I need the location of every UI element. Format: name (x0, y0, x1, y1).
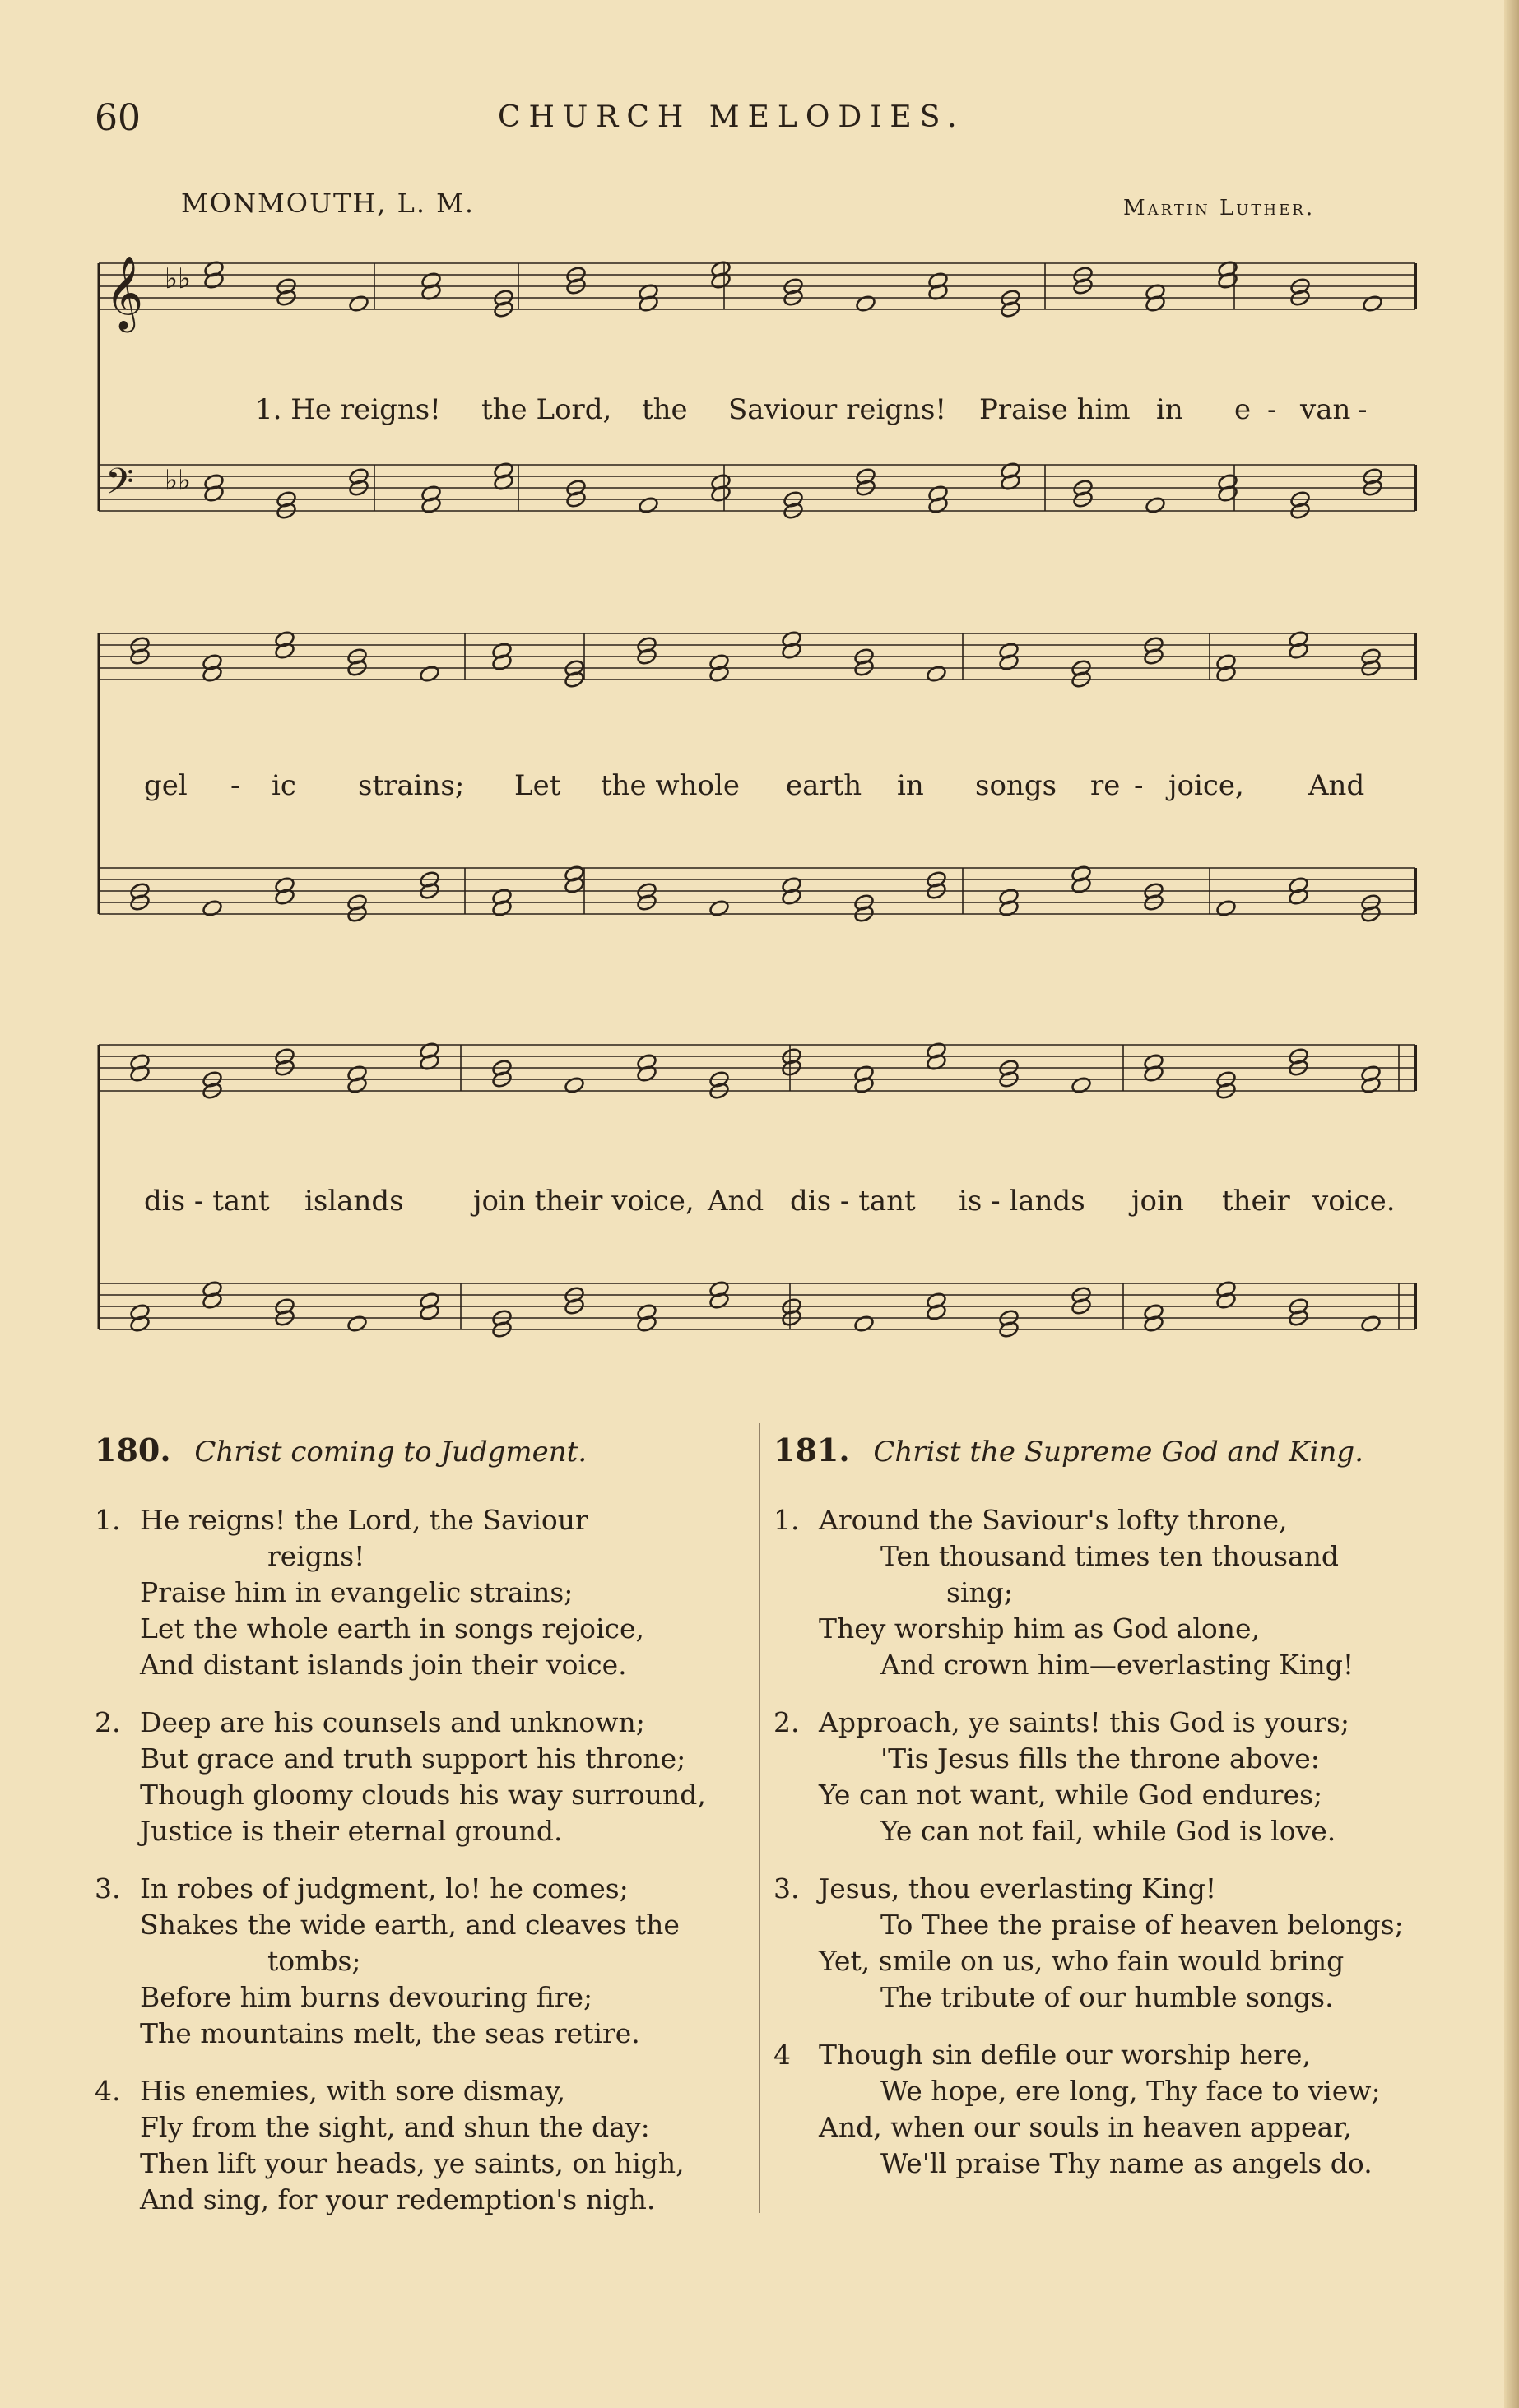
note-head (638, 496, 659, 515)
verse-line: Approach, ye saints! this God is yours; (819, 1706, 1350, 1738)
verse-line: We'll praise Thy name as angels do. (880, 2147, 1373, 2179)
note-head (202, 899, 223, 918)
lyric-syllable: in (897, 769, 924, 802)
stanza-3 (773, 1871, 1432, 2016)
page-number: 60 (95, 97, 141, 139)
lyric-syllable: Praise him (979, 393, 1131, 426)
note-head (346, 1315, 368, 1334)
verse-line: tombs; (267, 1945, 361, 1977)
lyric-syllable: the whole (601, 769, 740, 802)
lyric-syllable: Let (514, 769, 561, 802)
stanza-1 (773, 1502, 1432, 1683)
verse-line: And distant islands join their voice. (140, 1649, 627, 1681)
stanza-3 (95, 1871, 753, 2052)
stanza-1 (95, 1502, 753, 1683)
verse-line: And crown him—everlasting King! (880, 1649, 1354, 1681)
verse-line: In robes of judgment, lo! he comes; (140, 1872, 629, 1905)
lyric-syllable: gel (144, 769, 188, 802)
composer-credit: Martin Luther. (1123, 196, 1316, 220)
lyric-syllable: And (1308, 769, 1365, 802)
note-head (1362, 295, 1383, 313)
treble-clef-icon: 𝄞 (105, 256, 144, 330)
verse-line: He reigns! the Lord, the Saviour (140, 1504, 588, 1536)
hymn-180 (95, 1431, 753, 2218)
verse-line: His enemies, with sore dismay, (140, 2075, 566, 2107)
lyric-line-1 (99, 393, 1415, 429)
verse-line: But grace and truth support his throne; (140, 1742, 686, 1775)
note-head (1071, 1076, 1092, 1095)
stanza-number: 3. (773, 1872, 800, 1905)
lyric-syllable: And (708, 1185, 764, 1218)
verse-line: Deep are his counsels and unknown; (140, 1706, 645, 1738)
lyric-line-2 (99, 769, 1415, 805)
lyric-syllable: songs (975, 769, 1057, 802)
lyric-syllable: join (1131, 1185, 1184, 1218)
verse-line: Praise him in evangelic strains; (140, 1576, 574, 1608)
verse-line: Yet, smile on us, who fain would bring (819, 1945, 1345, 1977)
tune-name: MONMOUTH, L. M. (181, 188, 476, 219)
verse-line: Jesus, thou everlasting King! (819, 1872, 1217, 1905)
verse-line: Ye can not want, while God endures; (819, 1779, 1323, 1811)
verse-line: And sing, for your redemption's nigh. (140, 2183, 656, 2215)
lyric-syllable: the Lord, (481, 393, 612, 426)
lyric-syllable: in (1156, 393, 1183, 426)
lyric-syllable: - (1267, 393, 1277, 426)
note-head (708, 899, 730, 918)
lyric-syllable: 1. He reigns! (255, 393, 441, 426)
stanza-number: 1. (773, 1504, 800, 1536)
note-head (1145, 496, 1166, 515)
verse-line: Around the Saviour's lofty throne, (819, 1504, 1288, 1536)
lyric-syllable: earth (786, 769, 862, 802)
verse-line: Fly from the sight, and shun the day: (140, 2111, 650, 2143)
verse-line: The mountains melt, the seas retire. (140, 2017, 640, 2049)
lyric-syllable: ic (272, 769, 296, 802)
stanza-number: 4 (773, 2039, 791, 2071)
stanza-4 (95, 2073, 753, 2218)
stanza-number: 3. (95, 1872, 121, 1905)
lyric-syllable: their (1222, 1185, 1290, 1218)
lyric-syllable: van (1300, 393, 1351, 426)
lyric-line-3 (99, 1185, 1415, 1221)
hymn-number: 181. (773, 1431, 850, 1468)
running-title: CHURCH MELODIES. (498, 100, 965, 134)
verse-line: Ye can not fail, while God is love. (880, 1815, 1336, 1847)
note-head (855, 295, 876, 313)
stanza-number: 2. (95, 1706, 121, 1738)
lyric-syllable: joice, (1168, 769, 1244, 802)
hymn-heading (773, 1431, 1432, 1481)
lyric-syllable: dis - tant (790, 1185, 916, 1218)
verse-line: Though sin defile our worship here, (819, 2039, 1311, 2071)
lyric-syllable: join their voice, (473, 1185, 694, 1218)
verse-line: We hope, ere long, Thy face to view; (880, 2075, 1381, 2107)
verse-line: Ten thousand times ten thousand (880, 1540, 1340, 1572)
verse-line: Justice is their eternal ground. (140, 1815, 563, 1847)
hymn-181 (773, 1431, 1432, 2182)
hymn-title: Christ the Supreme God and King. (873, 1436, 1364, 1468)
note-head (1360, 1315, 1382, 1334)
verse-line: reigns! (267, 1540, 365, 1572)
lyric-syllable: the (642, 393, 688, 426)
note-head (419, 665, 440, 684)
verse-line: The tribute of our humble songs. (880, 1981, 1334, 2013)
verse-line: And, when our souls in heaven appear, (819, 2111, 1352, 2143)
bass-clef-icon: 𝄢 (105, 460, 134, 512)
lyric-syllable: voice. (1312, 1185, 1396, 1218)
stanza-number: 1. (95, 1504, 121, 1536)
verse-line: Before him burns devouring fire; (140, 1981, 593, 2013)
stanza-number: 2. (773, 1706, 800, 1738)
hymn-heading (95, 1431, 753, 1481)
verse-line: sing; (946, 1576, 1013, 1608)
note-head (853, 1315, 875, 1334)
note-head (564, 1076, 585, 1095)
lyric-syllable: is - lands (959, 1185, 1085, 1218)
stanza-2 (95, 1705, 753, 1849)
verse-line: Shakes the wide earth, and cleaves the (140, 1909, 680, 1941)
lyric-syllable: - (1358, 393, 1368, 426)
column-divider (759, 1423, 760, 2213)
verse-line: They worship him as God alone, (819, 1612, 1261, 1645)
note-head (926, 665, 947, 684)
stanza-number: 4. (95, 2075, 121, 2107)
hymn-title: Christ coming to Judgment. (194, 1436, 588, 1468)
lyric-syllable: Saviour reigns! (728, 393, 947, 426)
hymn-number: 180. (95, 1431, 171, 1468)
stanza-4 (773, 2037, 1432, 2182)
lyric-syllable: re (1090, 769, 1121, 802)
note-head (348, 295, 369, 313)
key-signature-icon: ♭♭ (165, 464, 192, 497)
key-signature-icon: ♭♭ (165, 262, 192, 295)
verse-line: To Thee the praise of heaven belongs; (880, 1909, 1404, 1941)
lyric-syllable: - (1134, 769, 1144, 802)
stanza-2 (773, 1705, 1432, 1849)
lyric-syllable: e (1234, 393, 1252, 426)
verse-line: Let the whole earth in songs rejoice, (140, 1612, 645, 1645)
verse-line: Then lift your heads, ye saints, on high, (140, 2147, 685, 2179)
lyric-syllable: islands (304, 1185, 404, 1218)
lyric-syllable: strains; (358, 769, 465, 802)
lyric-syllable: dis - tant (144, 1185, 270, 1218)
verse-line: 'Tis Jesus fills the throne above: (880, 1742, 1320, 1775)
verse-line: Though gloomy clouds his way surround, (140, 1779, 706, 1811)
note-head (1215, 899, 1237, 918)
lyric-syllable: - (230, 769, 240, 802)
